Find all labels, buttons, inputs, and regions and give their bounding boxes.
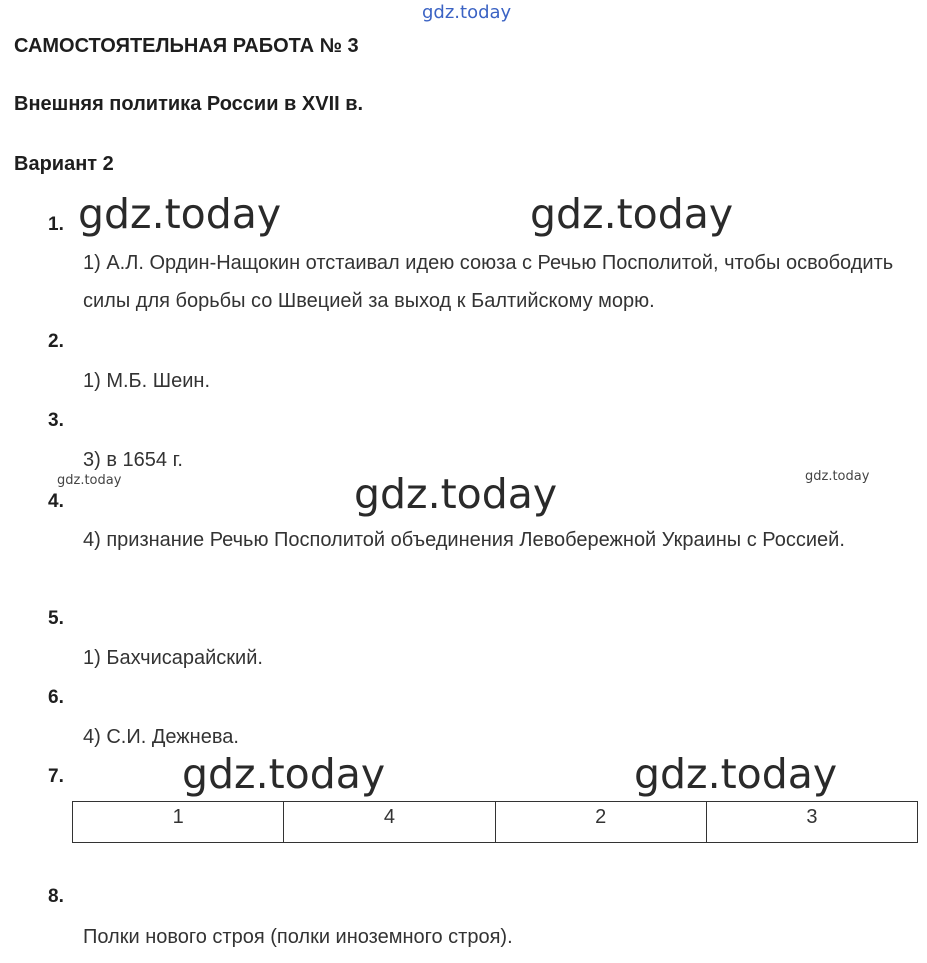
table-row (73, 802, 918, 843)
question-number-8: 8. (48, 886, 64, 907)
answer-5: 1) Бахчисарайский. (83, 647, 263, 669)
answer-3: 3) в 1654 г. (83, 449, 183, 471)
answer-4: 4) признание Речью Посполитой объединения Левобережной Украины с Россией. (83, 529, 845, 551)
answer-8: Полки нового строя (полки иноземного строя). (83, 926, 513, 948)
watermark: gdz.today (78, 190, 282, 238)
variant-heading: Вариант 2 (14, 153, 114, 175)
sequence-cell: 3 (706, 802, 917, 843)
watermark-small: gdz.today (57, 473, 122, 488)
question-number-6: 6. (48, 687, 64, 708)
question-number-3: 3. (48, 410, 64, 431)
answer-1: 1) А.Л. Ордин-Нащокин отстаивал идею союза с Речью Посполитой, чтобы освободить силы для борьбы со Швецией за выход к Балтийскому морю. (83, 252, 894, 312)
watermark: gdz.today (634, 750, 838, 798)
watermark: gdz.today (530, 190, 734, 238)
watermark: gdz.today (182, 750, 386, 798)
sequence-cell: 1 (73, 802, 284, 843)
sequence-table (72, 801, 918, 843)
sequence-cell: 2 (495, 802, 706, 843)
sequence-cell: 4 (284, 802, 495, 843)
watermark-top: gdz.today (422, 2, 512, 23)
question-number-1: 1. (48, 214, 64, 235)
watermark-small: gdz.today (805, 469, 870, 484)
answer-6: 4) С.И. Дежнева. (83, 726, 239, 748)
question-number-5: 5. (48, 608, 64, 629)
page-title: САМОСТОЯТЕЛЬНАЯ РАБОТА № 3 (14, 35, 359, 57)
answer-2: 1) М.Б. Шеин. (83, 370, 211, 392)
question-number-4: 4. (48, 491, 64, 512)
watermark: gdz.today (354, 470, 558, 518)
question-number-2: 2. (48, 331, 64, 352)
question-number-7: 7. (48, 766, 64, 787)
page-subtitle: Внешняя политика России в XVII в. (14, 93, 364, 115)
